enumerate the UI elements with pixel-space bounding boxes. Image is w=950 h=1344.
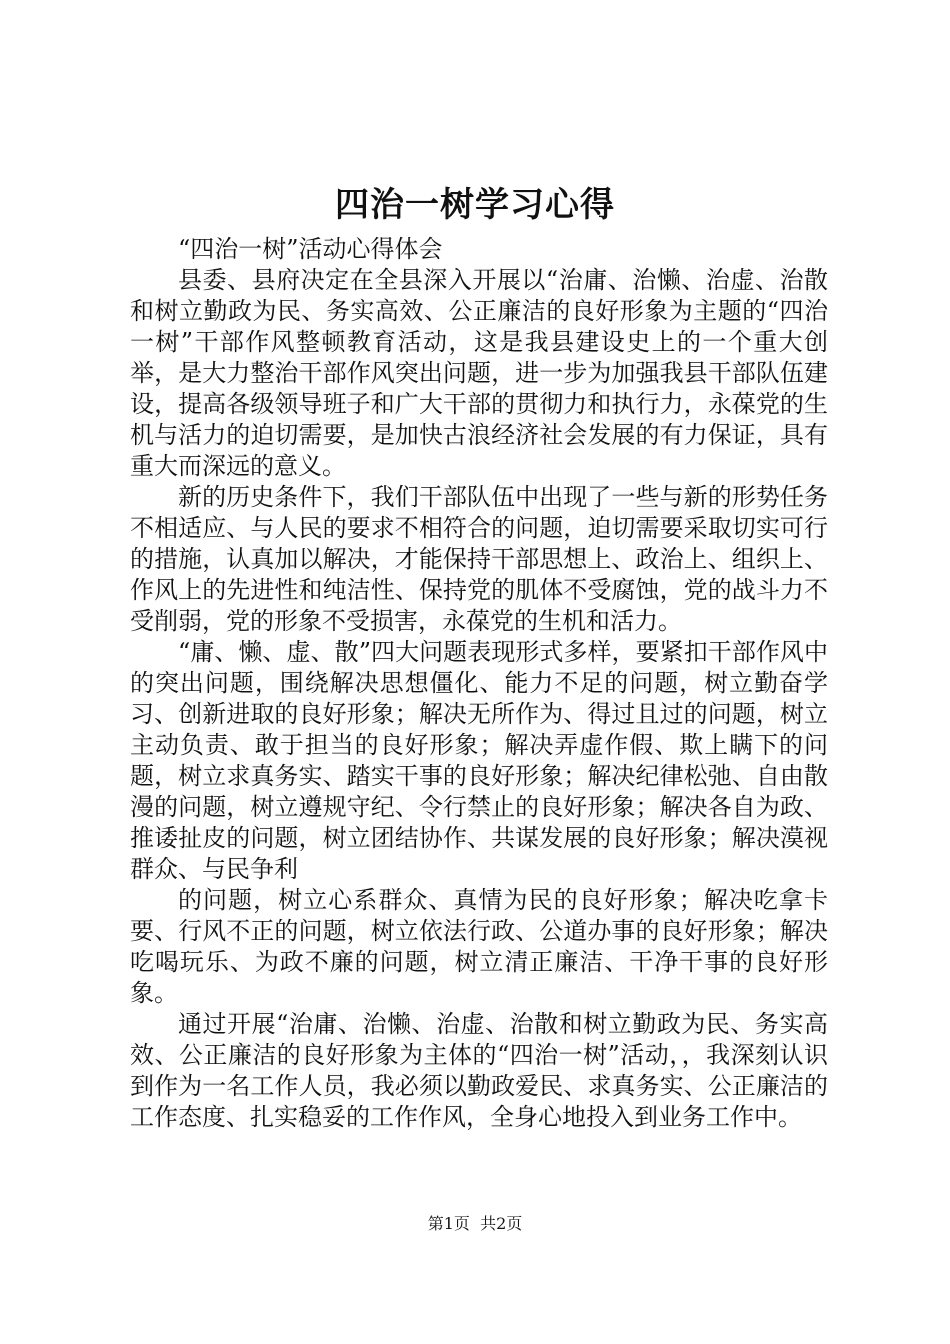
document-body [130,234,828,1133]
document-title: 四治一树学习心得 [335,185,615,225]
page-number-current: 第1页 [427,1214,470,1233]
subtitle-paragraph: “四治一树”活动心得体会 [178,235,443,263]
paragraph: 通过开展“治庸、治懒、治虚、治散和树立勤政为民、务实高效、公正廉洁的良好形象为主体的“四治一树”活动，，我深刻认识到作为一名工作人员，我必须以勤政爱民、求真务实、公正廉洁的工作态度、扎实稳妥的工作作风，全身心地投入到业务工作中。 [130,1010,828,1131]
page-number-total: 共2页 [480,1214,523,1233]
page-footer [0,1212,950,1236]
paragraph: 县委、县府决定在全县深入开展以“治庸、治懒、治虚、治散和树立勤政为民、务实高效、公正廉洁的良好形象为主题的“四治一树”干部作风整顿教育活动，这是我县建设史上的一个重大创举，是大力整治干部作风突出问题，进一步为加强我县干部队伍建设，提高各级领导班子和广大干部的贯彻力和执行力，永葆党的生机与活力的迫切需要，是加快古浪经济社会发展的有力保证，具有重大而深远的意义。 [130,266,828,480]
footer-separator [470,1214,480,1233]
paragraph: 新的历史条件下，我们干部队伍中出现了一些与新的形势任务不相适应、与人民的要求不相符合的问题，迫切需要采取切实可行的措施，认真加以解决，才能保持干部思想上、政治上、组织上、作风上的先进性和纯洁性、保持党的肌体不受腐蚀，党的战斗力不受削弱，党的形象不受损害，永葆党的生机和活力。 [130,483,828,635]
paragraph: “庸、懒、虚、散”四大问题表现形式多样，要紧扣干部作风中的突出问题，围绕解决思想僵化、能力不足的问题，树立勤奋学习、创新进取的良好形象；解决无所作为、得过且过的问题，树立主动负责、敢于担当的良好形象；解决弄虚作假、欺上瞒下的问题，树立求真务实、踏实干事的良好形象；解决纪律松弛、自由散漫的问题，树立遵规守纪、令行禁止的良好形象；解决各自为政、推诿扯皮的问题，树立团结协作、共谋发展的良好形象；解决漠视群众、与民争利 [130,638,828,883]
paragraph: 的问题，树立心系群众、真情为民的良好形象；解决吃拿卡要、行风不正的问题，树立依法行政、公道办事的良好形象；解决吃喝玩乐、为政不廉的问题，树立清正廉洁、干净干事的良好形象。 [130,886,828,1007]
